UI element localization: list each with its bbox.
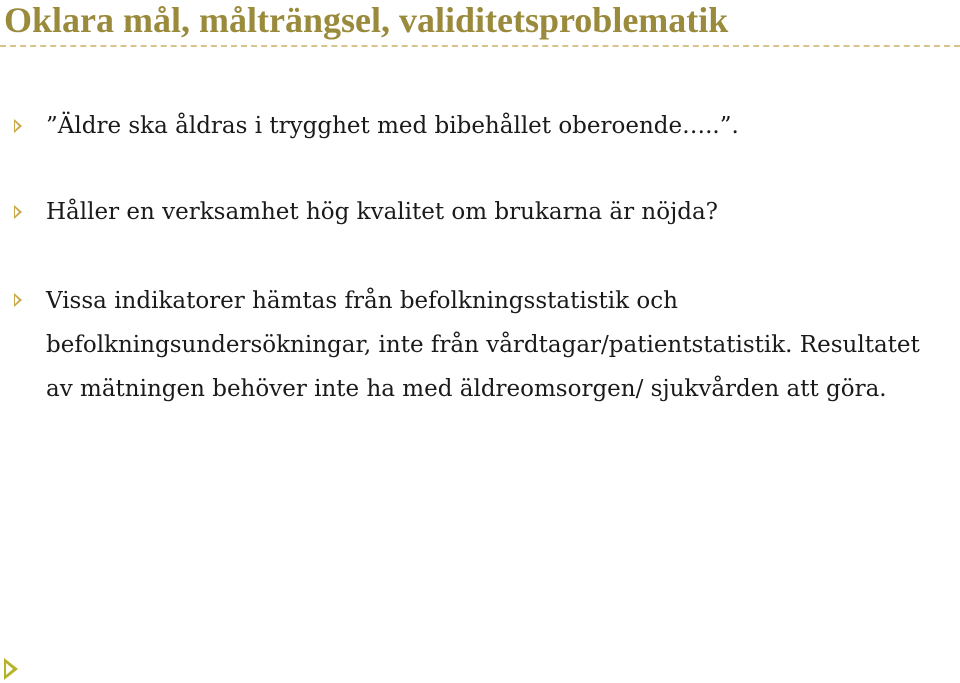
triangle-bullet-icon [14,293,22,307]
slide-title: Oklara mål, målträngsel, validitetsproblematik [4,0,729,40]
bullet-text: Vissa indikatorer hämtas från befolkningsstatistik och befolkningsundersökningar, inte från vårdtagar/patientstatistik. Resultatet av mätningen behöver inte ha med äldreomsorgen/ sjukvården att göra. [46,288,920,402]
bullet-text: ”Äldre ska åldras i trygghet med bibehållet oberoende…..”. [46,113,739,139]
bullet-text: Håller en verksamhet hög kvalitet om brukarna är nöjda? [46,199,718,225]
triangle-nav-icon [4,658,18,680]
title-divider [0,45,960,47]
triangle-bullet-icon [14,119,22,133]
triangle-bullet-icon [14,205,22,219]
